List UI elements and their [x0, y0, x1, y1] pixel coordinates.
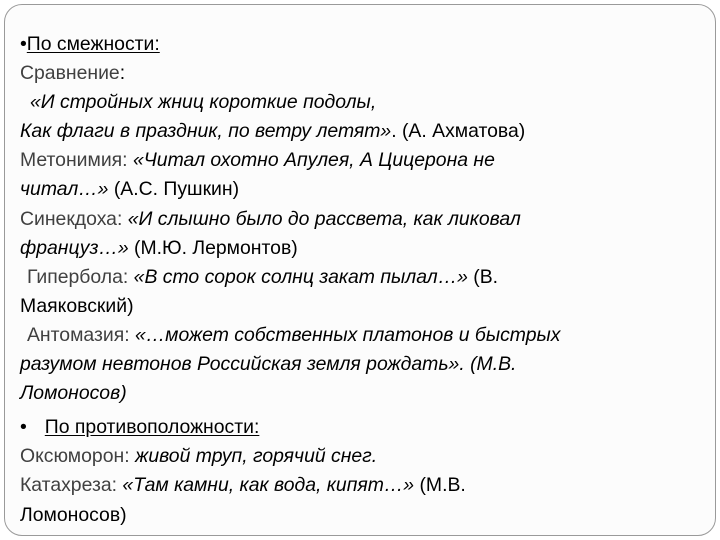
quote-source: Ломоносов) — [20, 382, 127, 405]
quote-text: «…может собственных платонов и быстрых — [135, 323, 561, 346]
quote-text: «Читал охотно Апулея, А Цицерона не — [132, 149, 495, 172]
section-heading: По смежности: — [26, 33, 160, 55]
metonymy-line-2 — [20, 175, 710, 204]
synecdoche-line-1 — [20, 205, 710, 234]
quote-text: «В сто сорок солнц закат пылал…» — [133, 265, 468, 288]
term-antonomasia: Антомазия — [27, 323, 125, 346]
quote-text: «И слышно было до рассвета, как ликовал — [127, 207, 521, 230]
metonymy-line-1 — [20, 146, 710, 175]
quote-source: (В. — [467, 265, 499, 288]
heading-by-opposition — [20, 413, 710, 442]
quote-source: (М.В. — [414, 474, 466, 497]
quote-text: француз…» — [20, 236, 129, 259]
quote-source: Ломоносов) — [20, 503, 127, 526]
quote-source: (М.Ю. Лермонтов) — [128, 236, 298, 259]
hyperbole-line-2 — [20, 292, 710, 321]
colon: : — [111, 474, 123, 497]
quote-source: (А.С. Пушкин) — [108, 178, 240, 201]
antonomasia-line-3 — [20, 379, 710, 408]
colon: : — [119, 62, 126, 85]
colon: : — [124, 323, 135, 346]
bullet: • — [20, 416, 27, 439]
term-metonymy: Метонимия — [20, 149, 123, 172]
section-heading: По противоположности: — [44, 416, 260, 439]
term-catachresis: Катахреза — [20, 474, 112, 497]
quote-text: «И стройных жниц короткие подолы, — [30, 91, 377, 114]
heading-by-adjacency — [20, 30, 710, 59]
comparison-term-line — [20, 59, 710, 88]
colon: : — [124, 445, 135, 468]
bullet: • — [20, 33, 27, 55]
catachresis-line-2 — [20, 501, 710, 530]
quote-text: Как флаги в праздник, по ветру летят» — [20, 120, 392, 143]
antonomasia-line-1 — [20, 321, 710, 350]
quote-source: . (А. Ахматова) — [391, 120, 526, 143]
comparison-quote-line-2 — [20, 117, 710, 146]
colon: : — [122, 265, 134, 288]
term-hyperbole: Гипербола — [27, 265, 123, 288]
term-comparison: Сравнение — [20, 62, 120, 85]
quote-text: читал…» — [20, 178, 109, 201]
quote-source: . (М.В. — [459, 353, 517, 376]
term-oxymoron: Оксюморон — [20, 445, 125, 468]
oxymoron-line — [20, 442, 710, 471]
example-text: живой труп, горячий снег. — [134, 445, 378, 468]
quote-source: Маяковский) — [20, 294, 134, 317]
term-synecdoche: Синекдоха — [20, 207, 117, 230]
colon: : — [116, 207, 128, 230]
quote-text: разумом невтонов Российская земля рождать» — [20, 353, 460, 376]
hyperbole-line-1 — [20, 263, 710, 292]
catachresis-line-1 — [20, 471, 710, 500]
colon: : — [122, 149, 133, 172]
comparison-quote-line-1 — [20, 88, 710, 117]
slide-content — [20, 30, 710, 530]
antonomasia-line-2 — [20, 350, 710, 379]
quote-text: «Там камни, как вода, кипят…» — [122, 474, 415, 497]
synecdoche-line-2 — [20, 234, 710, 263]
